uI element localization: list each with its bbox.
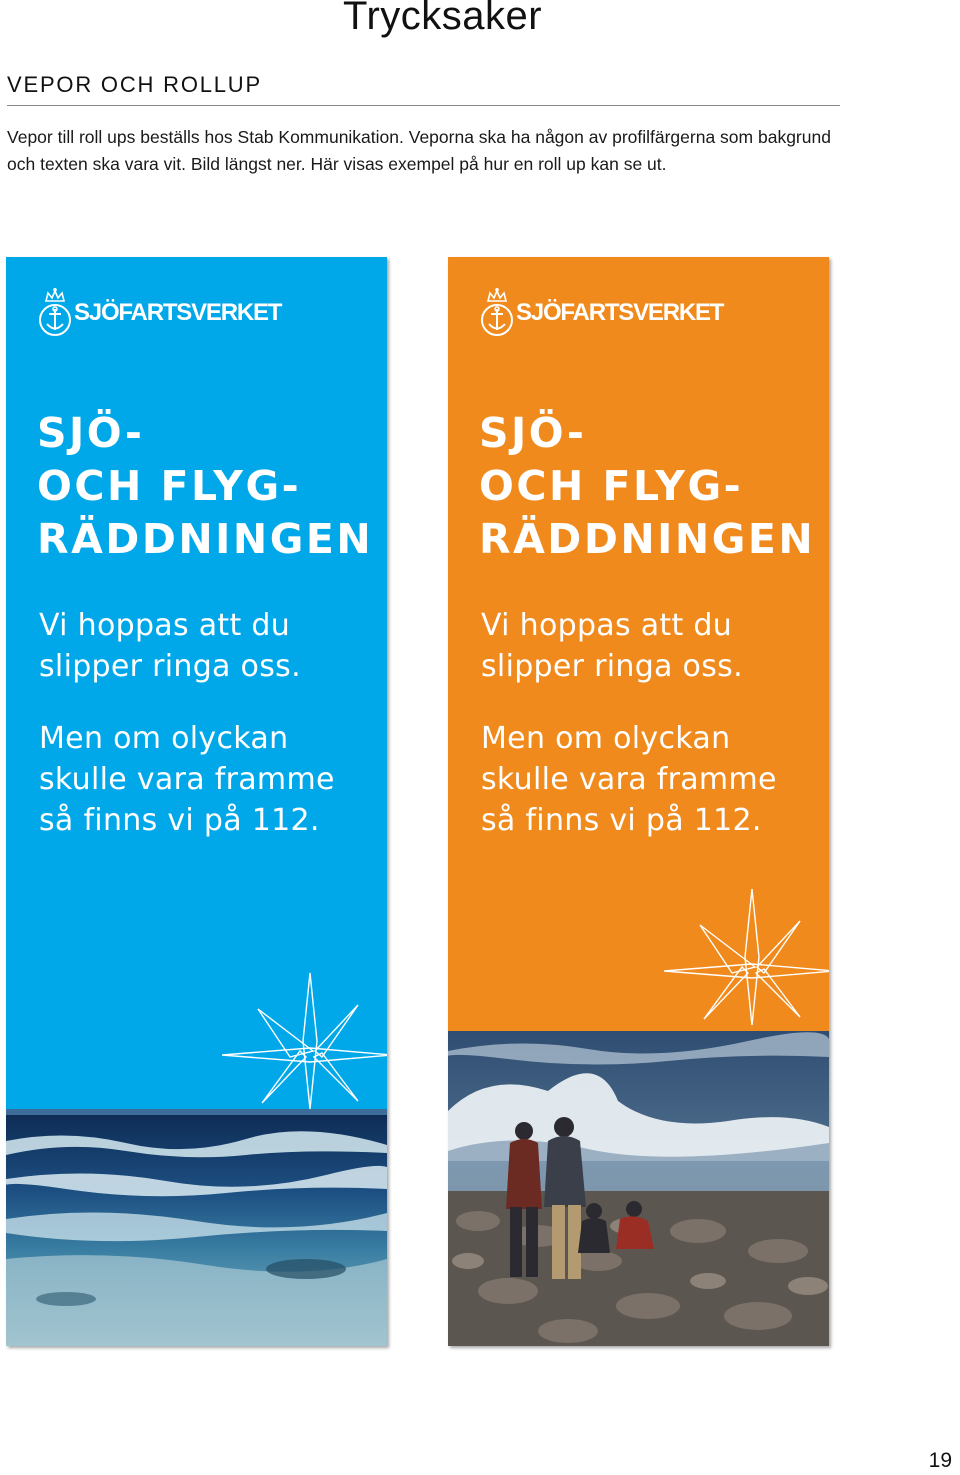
paragraph-line: Men om olyckan — [481, 721, 731, 756]
logo-wordmark: SJÖFARTSVERKET — [516, 299, 724, 326]
section-divider — [7, 105, 840, 106]
paragraph-line: skulle vara framme — [481, 762, 777, 797]
headline-line: RÄDDNINGEN — [37, 515, 374, 563]
intro-paragraph: Vepor till roll ups beställs hos Stab Kommunikation. Veporna ska ha någon av profilfärgerna som bakgrund och texten ska vara vit. Bild längst ner. Här visas exempel på hur en roll up kan se ut. — [7, 127, 831, 174]
rollup-paragraph-1 — [481, 605, 743, 687]
paragraph-line: Men om olyckan — [39, 721, 289, 756]
rollup-blue — [6, 257, 387, 1346]
headline-line: RÄDDNINGEN — [479, 515, 816, 563]
headline-line: OCH FLYG- — [479, 462, 744, 510]
paragraph-line: så finns vi på 112. — [481, 803, 762, 838]
headline-line: SJÖ- — [479, 409, 587, 457]
headline-line: SJÖ- — [37, 409, 145, 457]
rollup-orange — [448, 257, 829, 1346]
crown-anchor-emblem-icon — [38, 287, 72, 339]
people-on-rocky-shore-photo — [448, 1031, 829, 1346]
section-heading: VEPOR OCH ROLLUP — [7, 72, 262, 97]
page-number: 19 — [928, 1449, 952, 1472]
paragraph-line: Vi hoppas att du — [481, 608, 733, 643]
paragraph-line: slipper ringa oss. — [481, 649, 743, 684]
sjofartsverket-logo — [38, 287, 281, 339]
rollup-headline — [37, 407, 373, 566]
page-title: Trycksaker — [343, 0, 543, 38]
paragraph-line: Vi hoppas att du — [39, 608, 291, 643]
compass-star-icon — [664, 887, 829, 1027]
sea-waves-photo — [6, 1109, 387, 1346]
paragraph-line: så finns vi på 112. — [39, 803, 320, 838]
crown-anchor-emblem-icon — [480, 287, 514, 339]
compass-star-icon — [222, 971, 387, 1111]
headline-line: OCH FLYG- — [37, 462, 302, 510]
rollup-paragraph-1 — [39, 605, 301, 687]
rollup-paragraph-2 — [481, 718, 777, 841]
sjofartsverket-logo — [480, 287, 723, 339]
rollup-headline — [479, 407, 815, 566]
rollup-paragraph-2 — [39, 718, 335, 841]
paragraph-line: slipper ringa oss. — [39, 649, 301, 684]
paragraph-line: skulle vara framme — [39, 762, 335, 797]
logo-wordmark: SJÖFARTSVERKET — [74, 299, 282, 326]
